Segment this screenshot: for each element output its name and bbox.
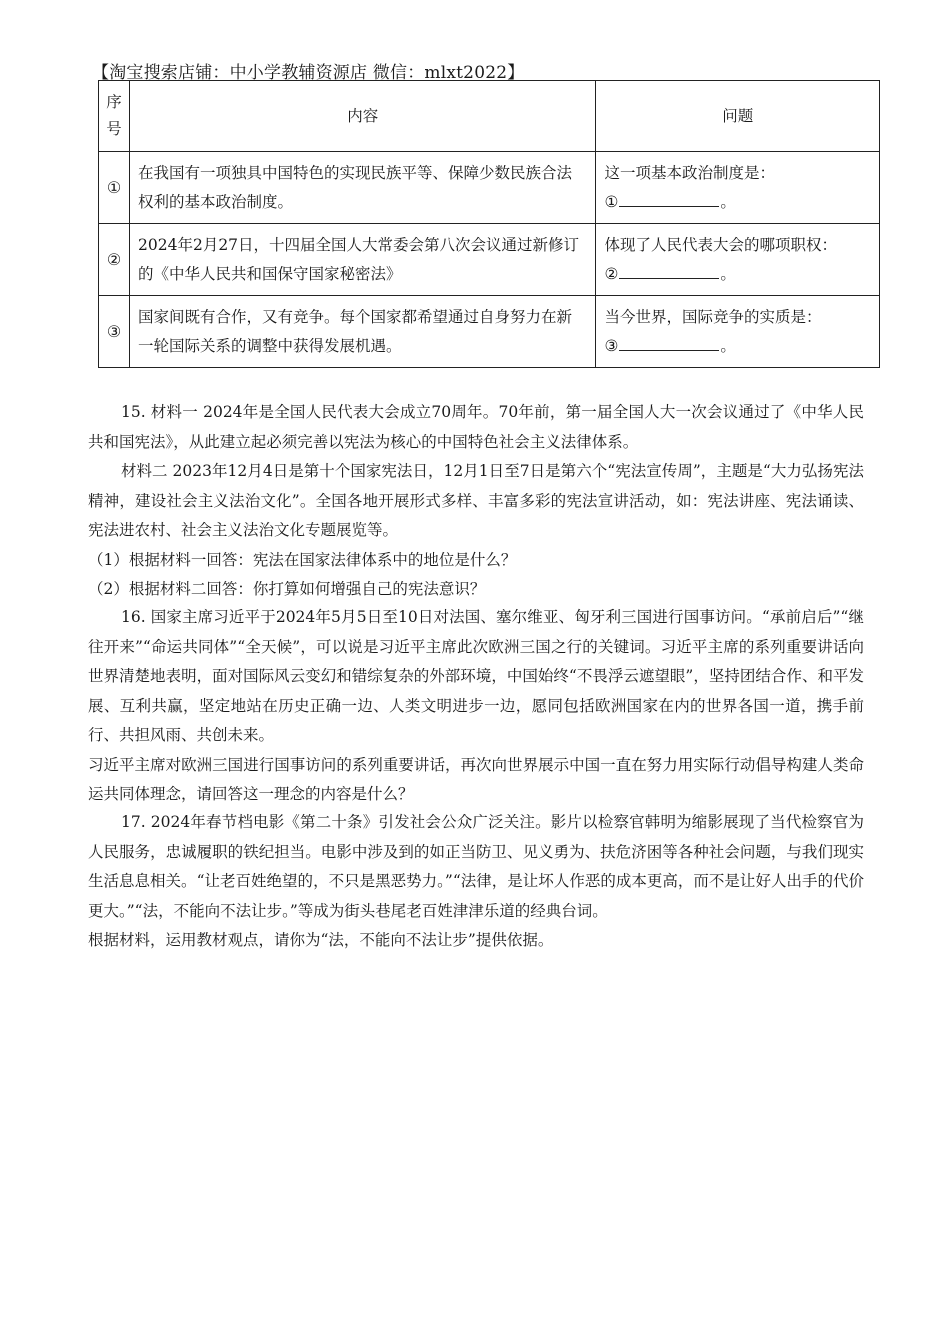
row-question: [596, 296, 880, 368]
header-num: 序号: [99, 81, 130, 152]
row-number: ②: [99, 224, 130, 296]
q15-material-2: 材料二 2023年12月4日是第十个国家宪法日，12月1日至7日是第六个“宪法宣传周”，主题是“大力弘扬宪法精神，建设社会主义法治文化”。全国各地开展形式多样、丰富多彩的宪法宣讲活动，如：宪法讲座、宪法诵读、宪法进农村、社会主义法治文化专题展览等。: [88, 462, 864, 539]
q16-material: 16. 国家主席习近平于2024年5月5日至10日对法国、塞尔维亚、匈牙利三国进行国事访问。“承前启后”“继往开来”“命运共同体”“全天候”，可以说是习近平主席此次欧洲三国之行的关键词。习近平主席的系列重要讲话向世界清楚地表明，面对国际风云变幻和错综复杂的外部环境，中国始终“不畏浮云遮望眼”，坚持团结合作、和平发展、互利共赢，坚定地站在历史正确一边、人类文明进步一边，愿同包括欧洲国家在内的世界各国一道，携手前行、共担风雨、共创未来。: [88, 608, 864, 744]
row-number: ①: [99, 152, 130, 224]
row-question: [596, 152, 880, 224]
table-row: [99, 296, 880, 368]
row-number: ③: [99, 296, 130, 368]
row-content: 2024年2月27日，十四届全国人大常委会第八次会议通过新修订的《中华人民共和国保守国家秘密法》: [130, 224, 596, 296]
question-text: 当今世界，国际竞争的实质是：: [604, 307, 822, 326]
row-content: 在我国有一项独具中国特色的实现民族平等、保障少数民族合法权利的基本政治制度。: [130, 152, 596, 224]
q15-material-1: 15. 材料一 2024年是全国人民代表大会成立70周年。70年前，第一届全国人大一次会议通过了《中华人民共和国宪法》，从此建立起必须完善以宪法为核心的中国特色社会主义法律体系。: [88, 403, 864, 451]
question-15: [88, 398, 864, 605]
q15-subquestion-2: （2）根据材料二回答：你打算如何增强自己的宪法意识？: [88, 580, 486, 598]
answer-end: 。: [720, 336, 736, 355]
answer-label: ③: [604, 336, 619, 355]
answer-blank[interactable]: [619, 334, 719, 351]
answer-line[interactable]: [604, 188, 871, 217]
question-16: [88, 603, 864, 810]
answer-label: ②: [604, 264, 619, 283]
question-17: [88, 808, 864, 956]
answer-line[interactable]: [604, 332, 871, 361]
question-table: [98, 80, 880, 368]
row-question: [596, 224, 880, 296]
q17-question: 根据材料，运用教材观点，请你为“法，不能向不法让步”提供依据。: [88, 931, 554, 949]
table-header-row: [99, 81, 880, 152]
answer-line[interactable]: [604, 260, 871, 289]
header-banner: 【淘宝搜索店铺：中小学教辅资源店 微信：mlxt2022】: [92, 63, 525, 83]
answer-blank[interactable]: [619, 262, 719, 279]
q17-material: 17. 2024年春节档电影《第二十条》引发社会公众广泛关注。影片以检察官韩明为缩影展现了当代检察官为人民服务，忠诚履职的铁纪担当。电影中涉及到的如正当防卫、见义勇为、扶危济困等各种社会问题，与我们现实生活息息相关。“让老百姓绝望的，不只是黑恶势力。”“法律，是让坏人作恶的成本更高，而不是让好人出手的代价更大。”“法，不能向不法让步。”等成为街头巷尾老百姓津津乐道的经典台词。: [88, 813, 864, 920]
q15-subquestion-1: （1）根据材料一回答：宪法在国家法律体系中的地位是什么？: [88, 550, 517, 569]
answer-blank[interactable]: [619, 190, 719, 207]
question-text: 体现了人民代表大会的哪项职权：: [604, 235, 837, 254]
header-question: 问题: [596, 81, 880, 152]
table-row: [99, 224, 880, 296]
answer-end: 。: [720, 264, 736, 283]
q16-question: 习近平主席对欧洲三国进行国事访问的系列重要讲话，再次向世界展示中国一直在努力用实际行动倡导构建人类命运共同体理念，请回答这一理念的内容是什么？: [88, 755, 864, 803]
table-row: [99, 152, 880, 224]
header-content: 内容: [130, 81, 596, 152]
answer-end: 。: [720, 192, 736, 211]
row-content: 国家间既有合作，又有竞争。每个国家都希望通过自身努力在新一轮国际关系的调整中获得发展机遇。: [130, 296, 596, 368]
answer-label: ①: [604, 192, 619, 211]
question-text: 这一项基本政治制度是：: [604, 163, 775, 182]
